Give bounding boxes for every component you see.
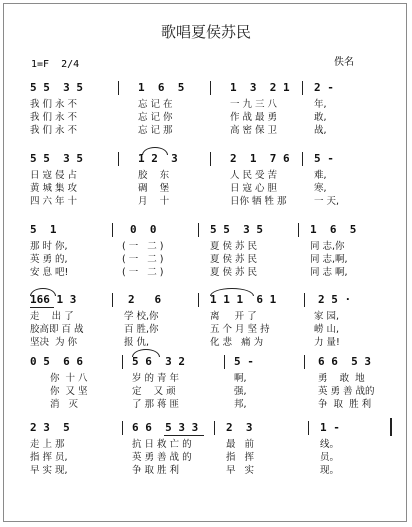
- lyric-line: 我 们 永 不: [30, 125, 78, 136]
- lyric-line: 强,: [234, 386, 247, 397]
- lyric-line: 英 勇 善 战的: [318, 386, 375, 397]
- lyric-line: 四 六 年 十: [30, 196, 78, 207]
- barline: [302, 152, 303, 166]
- lyric-line: 百 胜,你: [124, 324, 159, 335]
- lyric-line: 崂 山,: [314, 324, 340, 335]
- barline: [118, 81, 119, 95]
- lyric-line: ( 一 二 ): [122, 267, 164, 278]
- lyric-line: 指 挥 员,: [30, 452, 68, 463]
- lyric-line: 邦,: [234, 399, 247, 410]
- barline: [122, 421, 123, 435]
- measure-notes: 2 3: [226, 421, 253, 434]
- lyric-line: 夏 侯 苏 民: [210, 267, 258, 278]
- barline: [198, 293, 199, 307]
- lyric-line: 抗 日 救 亡 的: [132, 439, 192, 450]
- lyric-line: 离 开 了: [210, 311, 257, 322]
- lyric-line: 走 出 了: [30, 311, 74, 322]
- measure-notes: 1 1 1 6 1: [210, 293, 277, 306]
- measure-notes: 2 5 ·: [318, 293, 352, 306]
- lyric-line: 胶 东: [138, 170, 170, 181]
- lyric-line: 你 又 坚: [50, 386, 88, 397]
- measure-notes: 0 5 6 6: [30, 355, 83, 368]
- barline: [210, 152, 211, 166]
- measure-notes: 5 -: [234, 355, 254, 368]
- lyric-line: 寒,: [314, 183, 327, 194]
- lyric-line: 家 园,: [314, 311, 340, 322]
- measure-notes: 1 3 2 1: [230, 81, 290, 94]
- measure-notes: 166 1 3: [30, 293, 77, 306]
- lyric-line: 夏 侯 苏 民: [210, 241, 258, 252]
- lyric-line: 一 天,: [314, 196, 340, 207]
- measure-notes: 5 5 3 5: [30, 81, 83, 94]
- lyric-line: 争 取 胜 利: [132, 465, 180, 476]
- key-signature: 1=F 2/4: [31, 59, 80, 70]
- lyric-line: 坚决 为 你: [30, 337, 78, 348]
- barline: [198, 223, 199, 237]
- lyric-line: 勇 敢 地: [318, 373, 365, 384]
- lyric-line: 忘 记 你: [138, 112, 173, 123]
- lyric-line: ( 一 二 ): [122, 254, 164, 265]
- measure-notes: 1 2 3: [138, 152, 178, 165]
- lyric-line: 现。: [320, 465, 340, 476]
- lyric-line: 敢,: [314, 112, 327, 123]
- lyric-line: 难,: [314, 170, 327, 181]
- lyric-line: 那 时 你,: [30, 241, 68, 252]
- lyric-line: 早 实: [226, 465, 255, 476]
- lyric-line: 线。: [320, 439, 340, 450]
- lyric-line: 月 十: [138, 196, 170, 207]
- barline: [304, 293, 305, 307]
- lyric-line: 战,: [314, 125, 327, 136]
- lyric-line: 同 志,你: [310, 241, 345, 252]
- beam-underline: [164, 435, 204, 436]
- lyric-line: 报 仇,: [124, 337, 150, 348]
- barline: [298, 223, 299, 237]
- measure-notes: 2 6: [128, 293, 162, 306]
- lyric-line: 忘 记 那: [138, 125, 173, 136]
- measure-notes: 5 5 3 5: [30, 152, 83, 165]
- lyric-line: 黄 城 集 攻: [30, 183, 78, 194]
- lyric-line: 碉 堡: [138, 183, 170, 194]
- measure-notes: 2 3 5: [30, 421, 70, 434]
- lyric-line: 员。: [320, 452, 340, 463]
- barline: [302, 81, 303, 95]
- barline: [304, 355, 305, 369]
- lyric-line: 最 前: [226, 439, 255, 450]
- lyric-line: 争 取 胜 利: [318, 399, 372, 410]
- lyric-line: 安 息 吧!: [30, 267, 69, 278]
- measure-notes: 5 6 3 2: [132, 355, 185, 368]
- lyric-line: 力 量!: [314, 337, 340, 348]
- barline: [122, 355, 123, 369]
- barline: [224, 355, 225, 369]
- barline: [210, 81, 211, 95]
- lyric-line: 啊,: [234, 373, 247, 384]
- barline: [118, 152, 119, 166]
- measure-notes: 5 5 3 5: [210, 223, 263, 236]
- lyric-line: ( 一 二 ): [122, 241, 164, 252]
- measure-notes: 1 6 5: [138, 81, 185, 94]
- score-sheet: [3, 3, 407, 522]
- lyric-line: 日你 牺 牲 那: [230, 196, 287, 207]
- lyric-line: 我 们 永 不: [30, 112, 78, 123]
- lyric-line: 英 勇 善 战 的: [132, 452, 192, 463]
- lyric-line: 一 九 三 八: [230, 99, 278, 110]
- barline: [112, 223, 113, 237]
- lyric-line: 日 寇 侵 占: [30, 170, 78, 181]
- barline: [112, 293, 113, 307]
- measure-notes: 2 -: [314, 81, 334, 94]
- measure-notes: 0 0: [130, 223, 157, 236]
- measure-notes: 5 -: [314, 152, 334, 165]
- measure-notes: 2 1 7 6: [230, 152, 290, 165]
- lyric-line: 学 校,你: [124, 311, 159, 322]
- lyric-line: 忘 记 在: [138, 99, 173, 110]
- song-title: 歌唱夏侯苏民: [160, 23, 251, 41]
- lyric-line: 走 上 那: [30, 439, 65, 450]
- composer-credit: 佚名: [334, 57, 354, 68]
- final-barline: [390, 418, 392, 436]
- lyric-line: 五 个 月 坚 持: [210, 324, 270, 335]
- measure-notes: 5 1: [30, 223, 57, 236]
- lyric-line: 英 勇 的,: [30, 254, 68, 265]
- barline: [214, 421, 215, 435]
- lyric-line: 指 挥: [226, 452, 255, 463]
- barline: [308, 421, 309, 435]
- lyric-line: 年,: [314, 99, 327, 110]
- lyric-line: 定 又 顽: [132, 386, 176, 397]
- lyric-line: 胶高即 百 战: [30, 324, 84, 335]
- lyric-line: 了 那 蒋 匪: [132, 399, 180, 410]
- lyric-line: 作 战 最 勇: [230, 112, 278, 123]
- lyric-line: 早 实 现,: [30, 465, 68, 476]
- lyric-line: 日 寇 心 胆: [230, 183, 278, 194]
- measure-notes: 1 6 5: [310, 223, 357, 236]
- lyric-line: 岁 的 青 年: [132, 373, 180, 384]
- lyric-line: 你 十 八: [50, 373, 88, 384]
- lyric-line: 我 们 永 不: [30, 99, 78, 110]
- lyric-line: 消 灭: [50, 399, 79, 410]
- measure-notes: 6 6 5 3: [318, 355, 371, 368]
- measure-notes: 1 -: [320, 421, 340, 434]
- lyric-line: 同 志,啊,: [310, 254, 348, 265]
- lyric-line: 夏 侯 苏 民: [210, 254, 258, 265]
- lyric-line: 高 密 保 卫: [230, 125, 278, 136]
- lyric-line: 人 民 受 苦: [230, 170, 278, 181]
- beam-underline: [30, 307, 54, 308]
- lyric-line: 同 志 啊,: [310, 267, 348, 278]
- lyric-line: 化 悲 痛 为: [210, 337, 264, 348]
- measure-notes: 6 6 5 3 3: [132, 421, 199, 434]
